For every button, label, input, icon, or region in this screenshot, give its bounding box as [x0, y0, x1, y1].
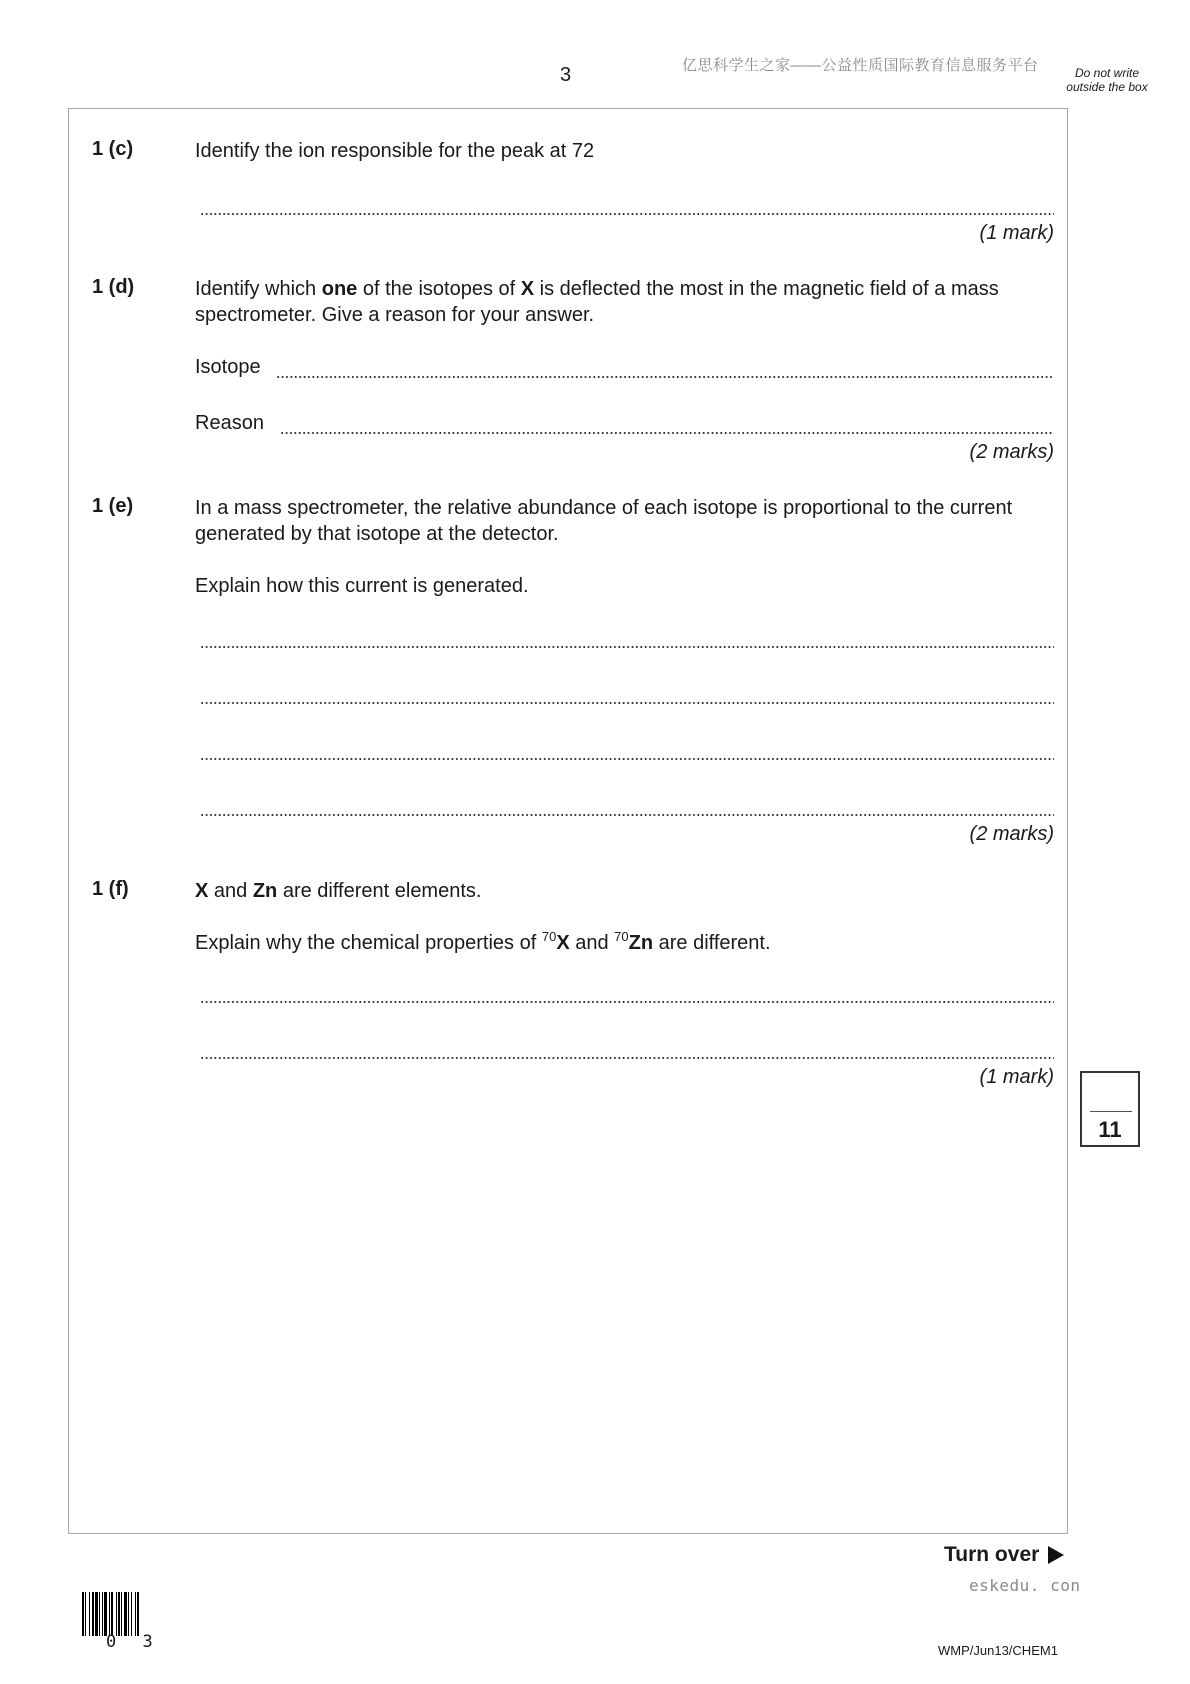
marks-1d: (2 marks) — [969, 441, 1054, 463]
barcode-bar — [99, 1592, 100, 1636]
answer-line-1f-1[interactable] — [200, 1001, 1054, 1003]
barcode-bar — [116, 1592, 117, 1636]
barcode-bar — [104, 1592, 107, 1636]
question-number-1e: 1 (e) — [92, 495, 134, 517]
barcode-bar — [111, 1592, 113, 1636]
question-text-1d — [195, 276, 1055, 328]
barcode-bar — [85, 1592, 86, 1636]
element-symbol: Zn — [252, 880, 278, 902]
page-number: 3 — [560, 64, 572, 86]
score-input-line[interactable] — [1090, 1111, 1132, 1112]
barcode-image — [82, 1592, 176, 1636]
text-part: are different. — [653, 932, 771, 954]
barcode-bar — [92, 1592, 94, 1636]
text-part: is deflected the most in the magnetic field of a mass spectrometer. Give a reason for your answer. — [195, 278, 999, 326]
isotope-label: Isotope — [195, 356, 261, 378]
answer-line-1e-1[interactable] — [200, 646, 1054, 648]
margin-note: Do not write outside the box — [1066, 66, 1148, 94]
footer-watermark: eskedu. con — [969, 1576, 1081, 1595]
mass-number: 70 — [614, 929, 629, 944]
text-part: Explain why the chemical properties of — [195, 932, 542, 954]
mass-number: 70 — [541, 929, 557, 944]
barcode-bar — [131, 1592, 132, 1636]
question-instruction-1e: Explain how this current is generated. — [195, 575, 529, 597]
text-part: are different elements. — [277, 880, 482, 902]
barcode-bar — [89, 1592, 90, 1636]
marks-1c: (1 mark) — [979, 222, 1054, 244]
isotope-answer-line[interactable] — [276, 376, 1054, 378]
element-symbol: X — [195, 880, 209, 902]
text-part: and — [569, 932, 615, 954]
barcode-bar — [118, 1592, 120, 1636]
answer-line-1e-4[interactable] — [200, 814, 1054, 816]
barcode-bar — [124, 1592, 127, 1636]
barcode-bar — [137, 1592, 139, 1636]
question-text-1c: Identify the ion responsible for the peak at 72 — [195, 140, 595, 162]
barcode-bar — [128, 1592, 129, 1636]
barcode-bar — [121, 1592, 122, 1636]
score-total: 11 — [1098, 1117, 1122, 1142]
answer-line-1e-2[interactable] — [200, 702, 1054, 704]
barcode-bar — [102, 1592, 103, 1636]
barcode-number: 0 3 — [106, 1632, 161, 1652]
reason-answer-line[interactable] — [280, 432, 1054, 434]
text-part: and — [208, 880, 253, 902]
marks-1e: (2 marks) — [969, 823, 1054, 845]
question-instruction-1f — [195, 930, 1055, 956]
barcode-bar — [135, 1592, 136, 1636]
play-arrow-icon — [1048, 1546, 1064, 1564]
question-number-1f: 1 (f) — [92, 878, 129, 900]
answer-line-1c[interactable] — [200, 213, 1054, 215]
question-text-1e: In a mass spectrometer, the relative abundance of each isotope is proportional to the current generated by that isotope at the detector. — [195, 497, 1013, 545]
element-symbol: X — [556, 932, 570, 954]
barcode-bar — [95, 1592, 98, 1636]
question-number-1c: 1 (c) — [92, 138, 134, 160]
element-symbol: X — [520, 278, 535, 300]
text-part: of the isotopes of — [357, 278, 521, 300]
header-watermark: 亿思科学生之家——公益性质国际教育信息服务平台 — [682, 57, 1039, 74]
element-symbol: Zn — [628, 932, 654, 954]
question-number-1d: 1 (d) — [92, 276, 135, 298]
turn-over-label: Turn over — [944, 1543, 1040, 1566]
barcode-bar — [82, 1592, 84, 1636]
answer-line-1e-3[interactable] — [200, 758, 1054, 760]
marks-1f: (1 mark) — [979, 1066, 1054, 1088]
reference-code: WMP/Jun13/CHEM1 — [938, 1643, 1058, 1658]
question-statement-1f — [195, 878, 1055, 904]
text-emphasis: one — [321, 278, 358, 300]
answer-line-1f-2[interactable] — [200, 1057, 1054, 1059]
barcode-bar — [109, 1592, 110, 1636]
reason-label: Reason — [195, 412, 264, 434]
text-part: Identify which — [195, 278, 322, 300]
